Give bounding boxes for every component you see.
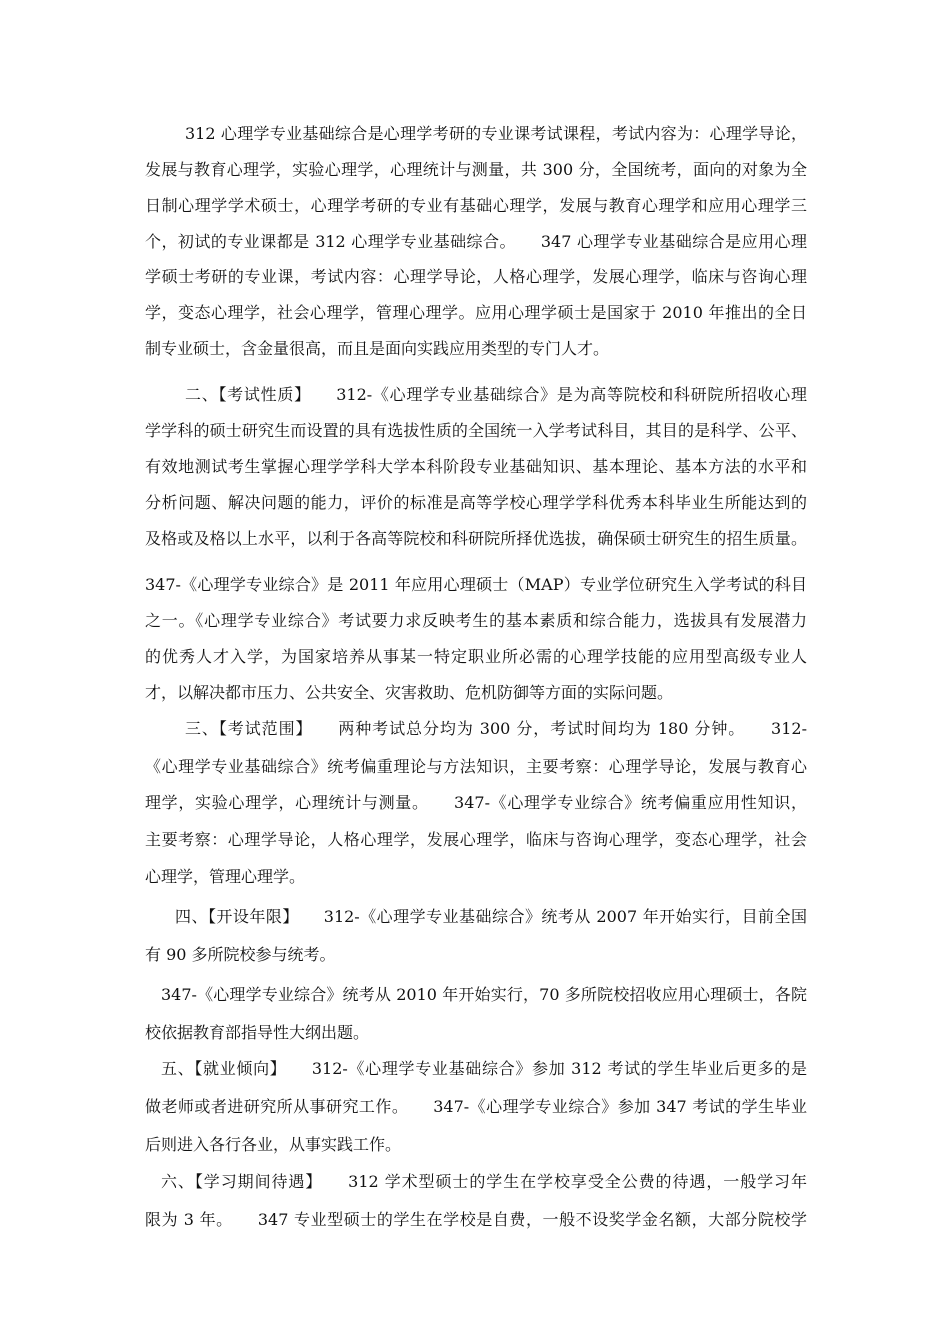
section-heading-line: 五、【就业倾向】 312-《心理学专业基础综合》参加 312 考试的学生毕业后更多的是: [161, 1059, 807, 1078]
paragraph-line: 的优秀人才入学，为国家培养从事某一特定职业所必需的心理学技能的应用型高级专业人: [145, 647, 807, 666]
section-heading-line: 二、【考试性质】 312-《心理学专业基础综合》是为高等院校和科研院所招收心理: [185, 385, 807, 404]
paragraph-line: 制专业硕士，含金量很高，而且是面向实践应用类型的专门人才。: [145, 339, 610, 358]
paragraph-line: 有效地测试考生掌握心理学学科大学本科阶段专业基础知识、基本理论、基本方法的水平和: [145, 457, 807, 476]
section-heading-line: 四、【开设年限】 312-《心理学专业基础综合》统考从 2007 年开始实行，目前全国: [175, 907, 807, 926]
paragraph-line: 学硕士考研的专业课，考试内容：心理学导论，人格心理学，发展心理学，临床与咨询心理: [145, 267, 807, 286]
section-heading-line: 六、【学习期间待遇】 312 学术型硕士的学生在学校享受全公费的待遇，一般学习年: [161, 1172, 807, 1191]
paragraph-line: 限为 3 年。 347 专业型硕士的学生在学校是自费，一般不设奖学金名额，大部分院校学: [145, 1210, 807, 1229]
paragraph-line: 主要考察：心理学导论，人格心理学，发展心理学，临床与咨询心理学，变态心理学，社会: [145, 830, 807, 849]
paragraph-line: 心理学，管理心理学。: [145, 867, 306, 886]
paragraph-line: 理学，实验心理学，心理统计与测量。 347-《心理学专业综合》统考偏重应用性知识，: [145, 793, 807, 812]
paragraph-line: 347-《心理学专业综合》统考从 2010 年开始实行，70 多所院校招收应用心理硕士，各院: [161, 985, 807, 1004]
paragraph-line: 分析问题、解决问题的能力，评价的标准是高等学校心理学学科优秀本科毕业生所能达到的: [145, 493, 807, 512]
paragraph-line: 个，初试的专业课都是 312 心理学专业基础综合。 347 心理学专业基础综合是应用心理: [145, 232, 807, 251]
section-heading-line: 三、【考试范围】 两种考试总分均为 300 分，考试时间均为 180 分钟。 312-: [185, 719, 807, 738]
paragraph-line: 才，以解决都市压力、公共安全、灾害救助、危机防御等方面的实际问题。: [145, 683, 674, 702]
paragraph-line: 及格或及格以上水平，以利于各高等院校和科研院所择优选拔，确保硕士研究生的招生质量。: [145, 529, 807, 548]
paragraph-line: 312 心理学专业基础综合是心理学考研的专业课考试课程，考试内容为：心理学导论，: [185, 124, 807, 143]
paragraph-line: 学，变态心理学，社会心理学，管理心理学。应用心理学硕士是国家于 2010 年推出的全日: [145, 303, 807, 322]
paragraph-line: 后则进入各行各业，从事实践工作。: [145, 1135, 402, 1154]
paragraph-line: 做老师或者进研究所从事研究工作。 347-《心理学专业综合》参加 347 考试的学生毕业: [145, 1097, 807, 1116]
paragraph-line: 发展与教育心理学，实验心理学，心理统计与测量，共 300 分，全国统考，面向的对象为全: [145, 160, 807, 179]
paragraph-line: 校依据教育部指导性大纲出题。: [145, 1023, 370, 1042]
paragraph-line: 日制心理学学术硕士，心理学考研的专业有基础心理学，发展与教育心理学和应用心理学三: [145, 196, 807, 215]
paragraph-line: 学学科的硕士研究生而设置的具有选拔性质的全国统一入学考试科目，其目的是科学、公平、: [145, 421, 807, 440]
paragraph-line: 347-《心理学专业综合》是 2011 年应用心理硕士（MAP）专业学位研究生入学考试的科目: [145, 575, 807, 594]
paragraph-line: 之一。《心理学专业综合》考试要力求反映考生的基本素质和综合能力，选拔具有发展潜力: [145, 611, 807, 630]
paragraph-line: 《心理学专业基础综合》统考偏重理论与方法知识，主要考察：心理学导论，发展与教育心: [145, 757, 807, 776]
paragraph-line: 有 90 多所院校参与统考。: [145, 945, 336, 964]
